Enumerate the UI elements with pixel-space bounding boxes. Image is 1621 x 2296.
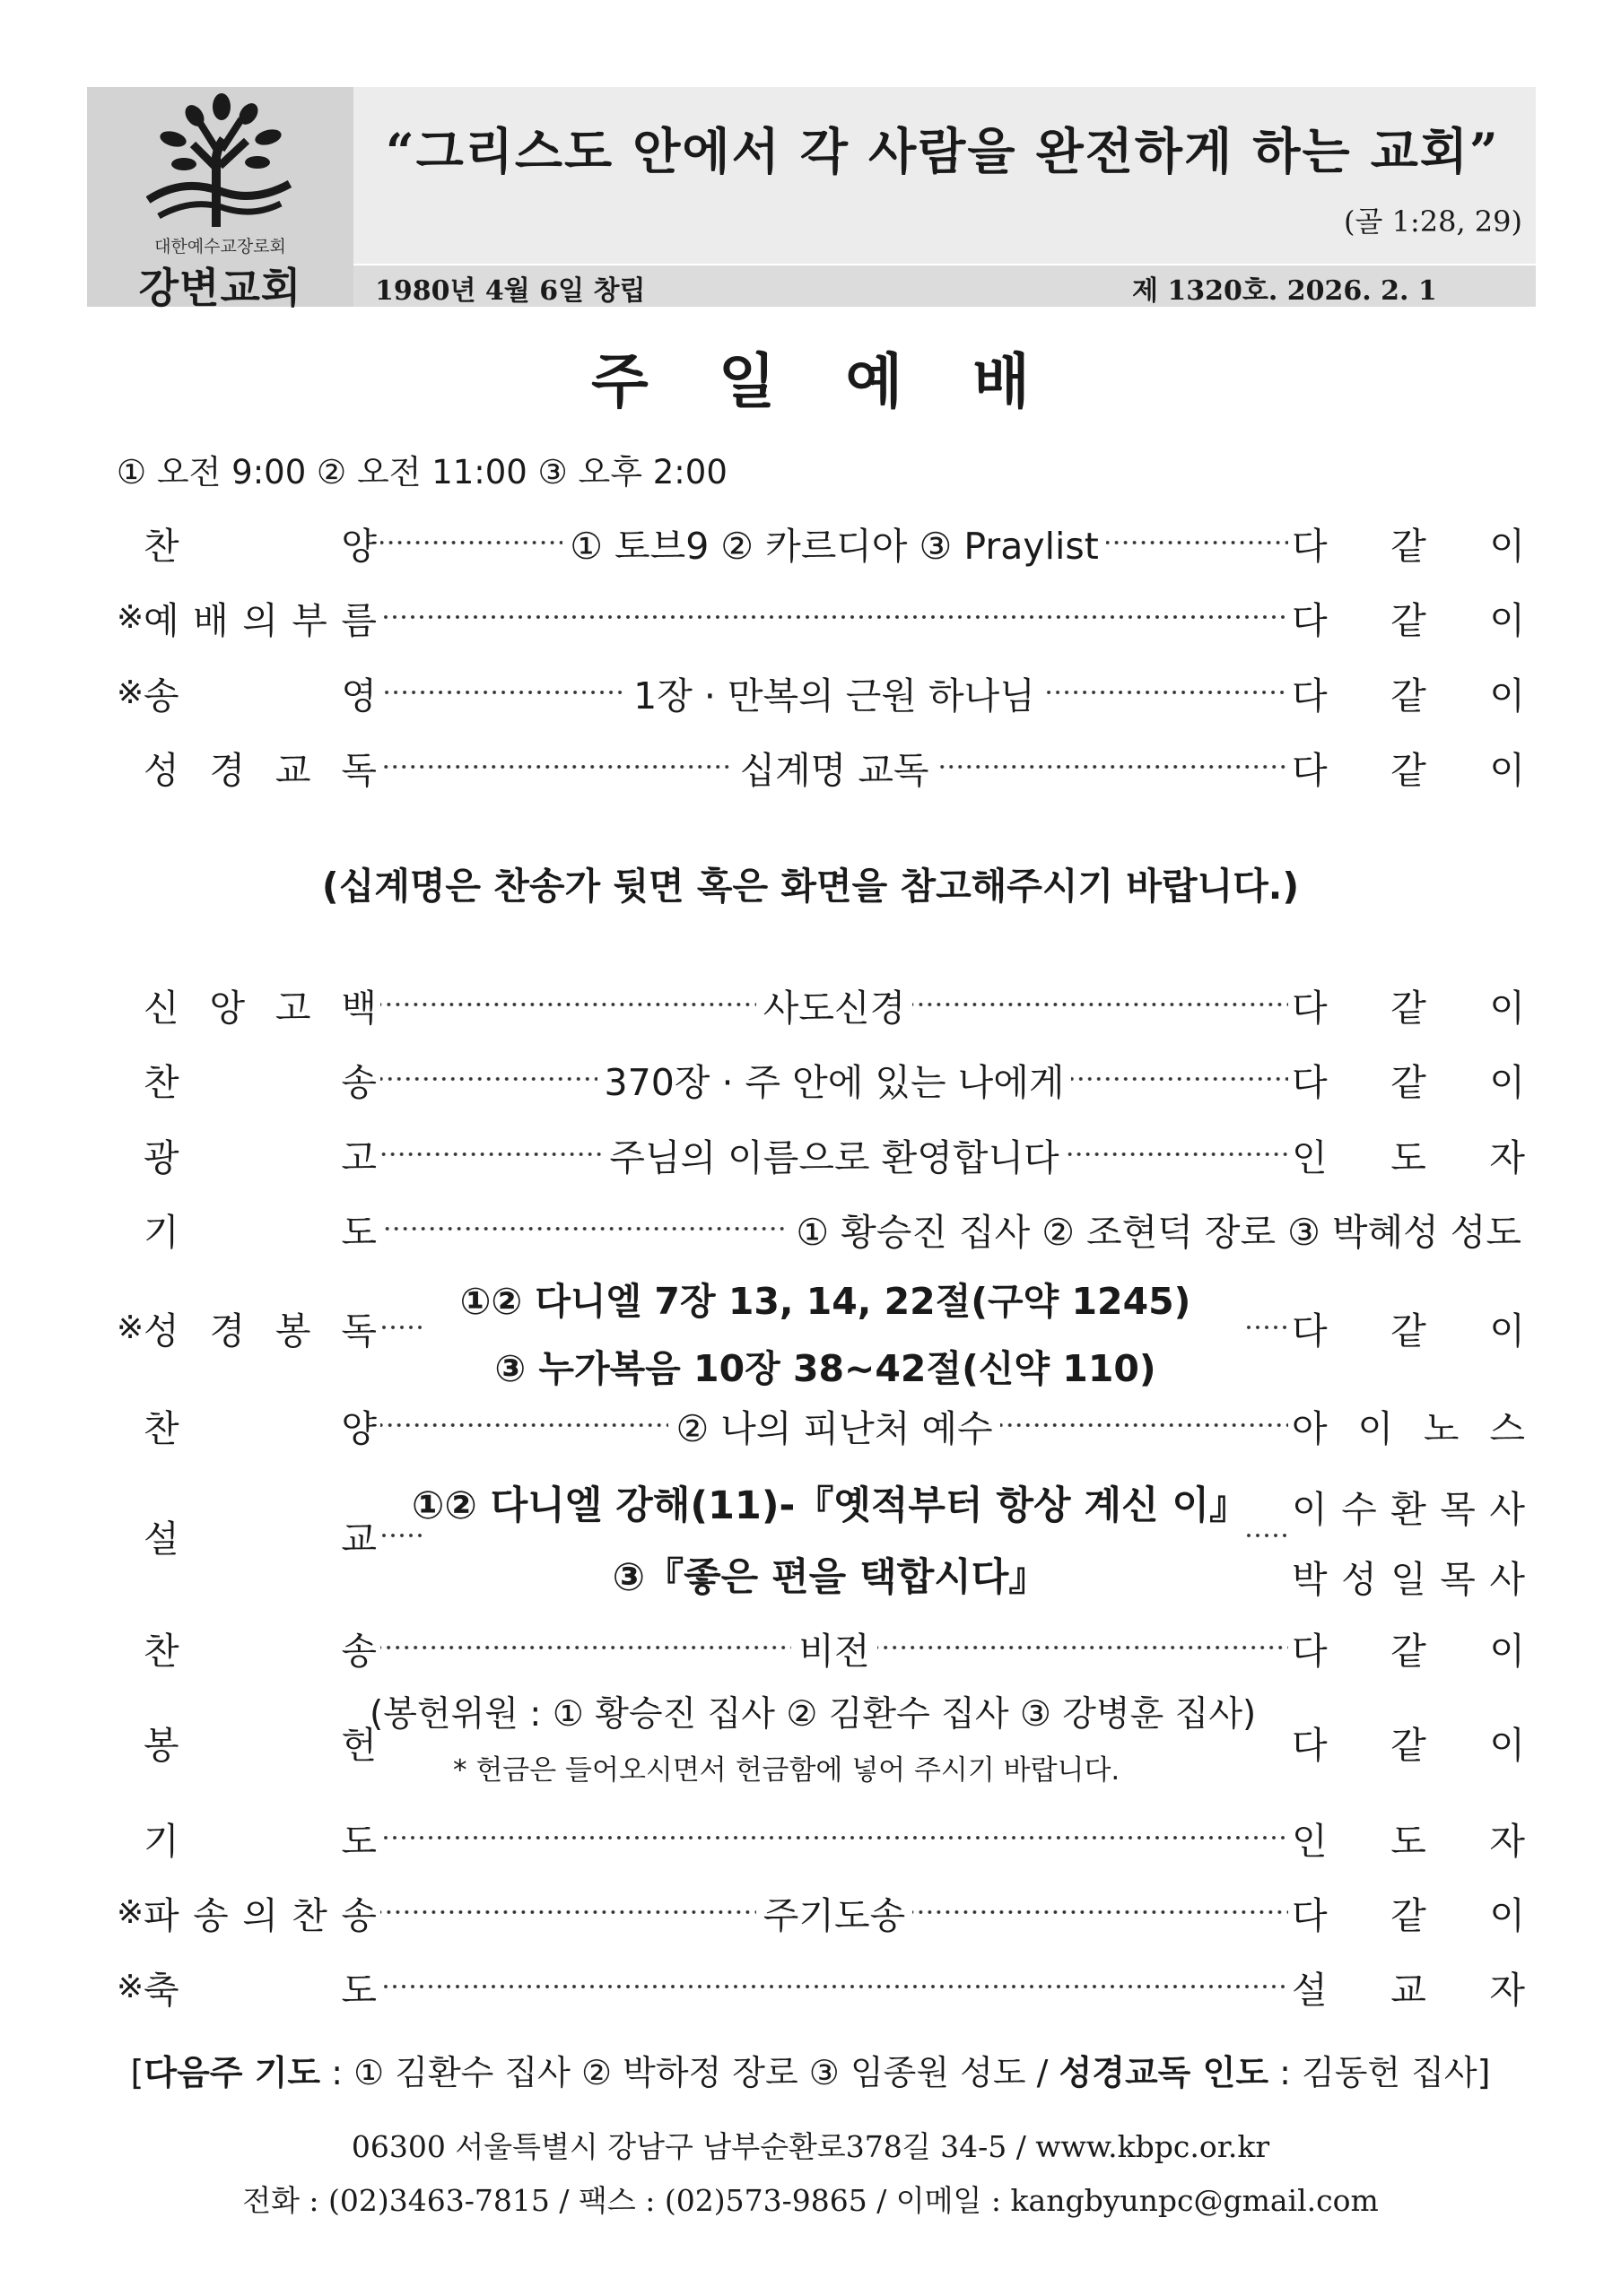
order-content: 370장 · 주 안에 있는 나에게 [604,1060,1065,1104]
order-middle [377,1128,1292,1181]
church-contact: 전화 : (02)3463-7815 / 팩스 : (02)573-9865 / 이메일 : kangbyunpc@gmail.com [242,2183,1379,2218]
order-row [117,1958,1525,2015]
order-row [117,1883,1525,1941]
order-middle [377,1053,1292,1106]
order-item: 파 송 의 찬 송 [144,1893,377,1937]
order-row [117,588,1525,646]
order-middle [377,1532,1292,1539]
order-content: 1장 · 만복의 근원 하나님 [633,674,1035,718]
order-leader: 다 같 이 [1292,986,1525,1030]
order-content: 주님의 이름으로 환영합니다 [609,1135,1059,1179]
order-middle [377,978,1292,1031]
standing-mark: ※ [117,1968,144,2005]
leader-dots [380,689,626,696]
order-item: 성 경 봉 독 [144,1309,377,1352]
order-item: 찬 송 [144,1060,377,1104]
order-item: 찬 송 [144,1629,377,1673]
order-middle [377,1886,1292,1939]
founded-date: 1980년 4월 6일 창립 [375,275,646,307]
leader-dots [1245,1324,1288,1331]
offering-committee: (봉헌위원 : ① 황승진 집사 ② 김환수 집사 ③ 강병훈 집사) [370,1694,1257,1735]
order-leader: 다 같 이 [1292,674,1525,718]
leader-dots [1000,1422,1288,1429]
leader-dots [380,1324,423,1331]
order-row [117,738,1525,796]
order-item: 찬 양 [144,524,377,568]
leader-dots [380,613,1288,621]
church-address: 06300 서울특별시 강남구 남부순환로378길 34-5 / www.kbpc.or.kr [351,2129,1270,2164]
order-row [117,514,1525,571]
leader-dots [380,1983,1288,1990]
order-middle [377,741,1292,794]
preacher-1: 이 수 환 목 사 [1292,1488,1525,1531]
order-content: 주기도송 [763,1893,906,1937]
leader-dots [1071,1075,1288,1083]
order-row [117,1619,1525,1676]
leader-dots [380,763,732,770]
leader-dots [1067,1151,1288,1158]
order-item: 예 배 의 부 름 [144,598,377,642]
order-middle [377,1834,1292,1841]
offering-note: * 헌금은 들어오시면서 헌금함에 넣어 주시기 바랍니다. [453,1754,1120,1787]
order-content: ① 황승진 집사 ② 조현덕 장로 ③ 박혜성 성도 [796,1210,1521,1254]
order-leader: 다 같 이 [1292,1893,1525,1937]
leader-dots [380,1225,789,1232]
order-item: 광 고 [144,1135,377,1179]
order-content: ② 나의 피난처 예수 [675,1406,993,1450]
order-content: ① 토브9 ② 카르디아 ③ Praylist [570,524,1099,568]
order-item: 송 영 [144,674,377,718]
order-item: 신 앙 고 백 [144,986,377,1030]
order-middle [377,613,1292,621]
commandments-notice: (십계명은 찬송가 뒷면 혹은 화면을 참고해주시기 바랍니다.) [321,865,1300,908]
standing-mark: ※ [117,598,144,636]
leader-dots [912,1909,1288,1916]
leader-dots [877,1644,1288,1651]
order-leader: 아 이 노 스 [1292,1406,1525,1450]
order-middle [377,517,1292,570]
leader-dots [380,1151,602,1158]
leader-dots [1042,689,1288,696]
order-item: 봉 헌 [144,1723,377,1767]
next-reading-label: 성경교독 인도 [1059,2053,1269,2092]
order-item: 축 도 [144,1968,377,2012]
order-row [117,1126,1525,1183]
order-item: 설 교 [144,1517,377,1561]
order-middle [377,1983,1292,1990]
next-reading: : 김동헌 집사 [1268,2053,1477,2092]
order-content: 사도신경 [763,986,906,1030]
order-row [117,664,1525,721]
church-motto: “그리스도 안에서 각 사람을 완전하게 하는 교회” [386,122,1500,180]
order-item: 기 도 [144,1210,377,1254]
tree-emblem-icon [146,92,294,227]
standing-mark: ※ [117,1309,144,1346]
order-leader: 설 교 자 [1292,1968,1525,2012]
church-logo [87,87,353,312]
preacher-2: 박 성 일 목 사 [1292,1558,1525,1601]
leader-dots [380,1909,756,1916]
order-leader: 다 같 이 [1292,1309,1525,1352]
scripture-line-2: ③ 누가복음 10장 38~42절(신약 110) [494,1347,1156,1390]
order-leader: 다 같 이 [1292,1060,1525,1104]
issue-number: 제 1320호. 2026. 2. 1 [1132,275,1437,307]
order-row [117,1396,1525,1454]
leader-dots [912,1001,1288,1008]
order-middle [377,1203,1525,1256]
leader-dots [380,1532,423,1539]
order-middle [377,666,1292,719]
leader-dots [937,763,1288,770]
order-item: 성 경 교 독 [144,748,377,792]
church-name: 강변교회 [138,264,302,312]
order-content: 십계명 교독 [739,748,929,792]
scripture-line-1: ①② 다니엘 7장 13, 14, 22절(구약 1245) [459,1280,1191,1323]
leader-dots [380,1001,756,1008]
order-row [117,1050,1525,1108]
order-middle [377,1399,1292,1452]
denomination-label: 대한예수교장로회 [154,237,286,257]
order-row [117,1200,1525,1257]
leader-dots [380,1422,668,1429]
order-item: 기 도 [144,1819,377,1863]
order-middle [377,1622,1292,1674]
leader-dots [1106,539,1288,546]
order-leader: 인 도 자 [1292,1135,1525,1179]
order-leader: 다 같 이 [1292,1723,1525,1767]
order-leader: 다 같 이 [1292,748,1525,792]
order-row [117,1809,1525,1866]
order-leader: 인 도 자 [1292,1819,1525,1863]
order-content: 비전 [798,1629,870,1673]
next-week-info: [다음주 기도 : ① 김환수 집사 ② 박하정 장로 ③ 임종원 성도 / 성경교독 인도 : 김동헌 집사] [130,2053,1491,2092]
order-middle [377,1738,1292,1745]
standing-mark: ※ [117,674,144,711]
order-leader: 다 같 이 [1292,1629,1525,1673]
next-prayer-label: 다음주 기도 [144,2053,321,2092]
page-title: 주일예배 [590,347,1101,416]
sermon-title-1: ①② 다니엘 강해(11)-『옛적부터 항상 계신 이』 [411,1483,1249,1528]
service-times: ① 오전 9:00 ② 오전 11:00 ③ 오후 2:00 [117,453,728,491]
leader-dots [380,1075,597,1083]
order-leader: 다 같 이 [1292,598,1525,642]
standing-mark: ※ [117,1893,144,1931]
motto-reference: (골 1:28, 29) [1344,204,1522,239]
leader-dots [380,1834,1288,1841]
next-prayer: : ① 김환수 집사 ② 박하정 장로 ③ 임종원 성도 / [320,2053,1059,2092]
leader-dots [380,1644,791,1651]
order-item: 찬 양 [144,1406,377,1450]
order-middle [377,1324,1292,1331]
sermon-title-2: ③『좋은 편을 택합시다』 [612,1555,1048,1600]
leader-dots [1245,1532,1288,1539]
order-leader: 다 같 이 [1292,524,1525,568]
order-row [117,976,1525,1033]
leader-dots [380,539,562,546]
